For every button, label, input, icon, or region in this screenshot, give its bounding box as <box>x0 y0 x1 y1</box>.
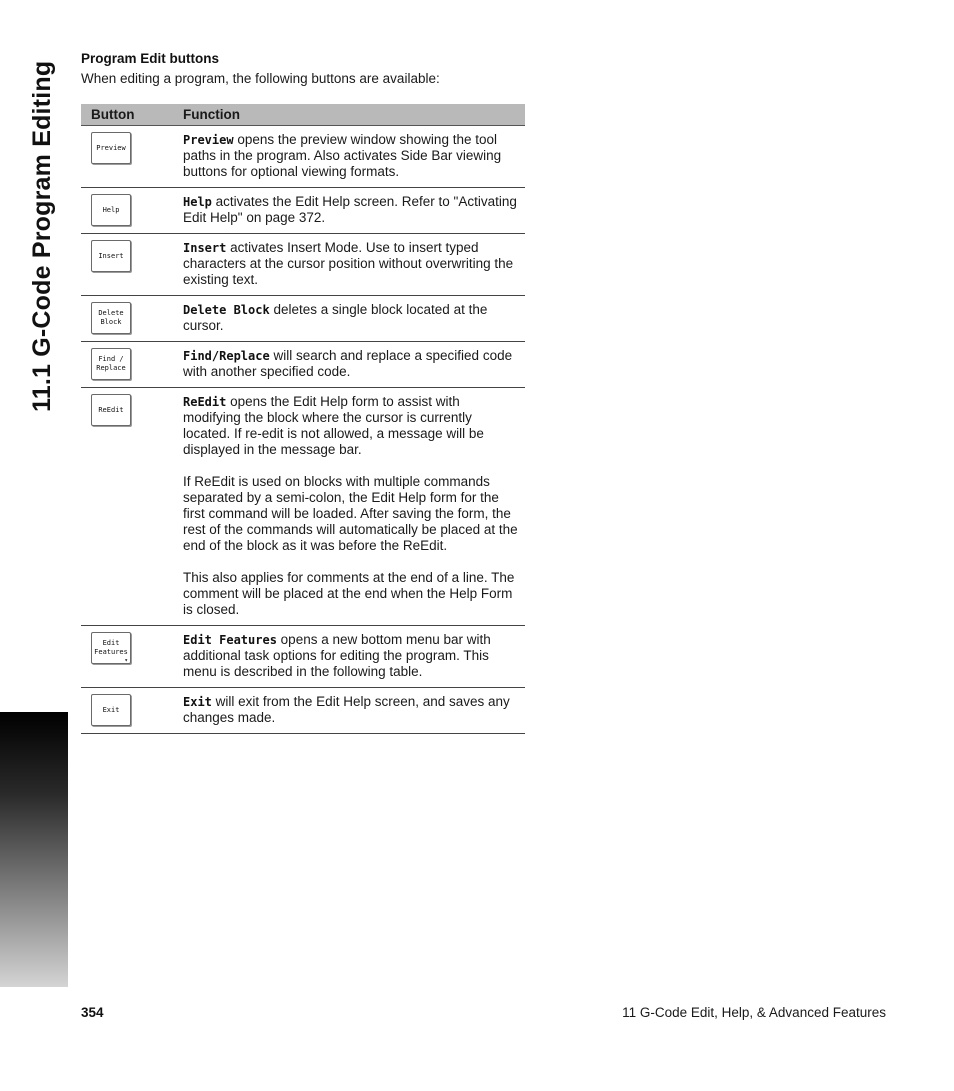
table-row <box>81 688 525 734</box>
page-number: 354 <box>81 1005 104 1020</box>
preview-softkey[interactable]: Preview <box>91 132 131 164</box>
function-description <box>183 302 521 334</box>
section-heading: Program Edit buttons <box>81 51 219 66</box>
reedit-comment-note: This also applies for comments at the end of a line. The comment will be placed at the end when the Help Form is closed. <box>183 570 515 617</box>
function-description <box>183 394 521 458</box>
reedit-multi-command-note: If ReEdit is used on blocks with multiple commands separated by a semi-colon, the Edit Help form for the first command will be loaded. After saving the form, the rest of the commands will automatically be placed at the end of the block as it was before the ReEdit. <box>183 474 518 553</box>
button-keyword: Help <box>183 195 212 209</box>
button-keyword: Find/Replace <box>183 349 270 363</box>
reedit-softkey[interactable]: ReEdit <box>91 394 131 426</box>
intro-text: When editing a program, the following buttons are available: <box>81 71 440 86</box>
edit-features-softkey[interactable] <box>91 632 131 664</box>
chapter-side-title <box>22 52 62 412</box>
chapter-gradient-bar <box>0 712 68 987</box>
button-keyword: ReEdit <box>183 395 227 409</box>
button-keyword: Preview <box>183 133 234 147</box>
insert-softkey[interactable]: Insert <box>91 240 131 272</box>
table-row <box>81 188 525 234</box>
function-description <box>183 194 521 226</box>
column-header-button: Button <box>81 104 183 126</box>
edit-buttons-table <box>81 104 525 734</box>
delete-block-softkey[interactable]: Delete Block <box>91 302 131 334</box>
exit-softkey[interactable]: Exit <box>91 694 131 726</box>
function-description <box>183 240 521 288</box>
help-softkey[interactable]: Help <box>91 194 131 226</box>
function-description <box>183 132 521 180</box>
submenu-arrow-icon: ▾ <box>124 657 128 664</box>
description-text: opens the preview window showing the tool paths in the program. Also activates Side Bar viewing buttons for optional viewing formats. <box>183 132 502 179</box>
table-row <box>81 626 525 688</box>
description-text: will exit from the Edit Help screen, and saves any changes made. <box>183 694 510 725</box>
chapter-side-title-text: 11.1 G-Code Program Editing <box>28 60 56 412</box>
table-row <box>81 234 525 296</box>
description-text: activates Insert Mode. Use to insert typed characters at the cursor position without overwriting the existing text. <box>183 240 514 287</box>
table-header-row <box>81 104 525 126</box>
button-keyword: Edit Features <box>183 633 277 647</box>
button-keyword: Insert <box>183 241 227 255</box>
function-description <box>183 694 521 726</box>
edit-features-softkey-label: Edit Features <box>94 639 128 656</box>
function-description <box>183 348 521 380</box>
column-header-function: Function <box>183 104 525 126</box>
description-text: opens a new bottom menu bar with additional task options for editing the program. This menu is described in the following table. <box>183 632 491 679</box>
button-keyword: Delete Block <box>183 303 270 317</box>
find-replace-softkey[interactable]: Find / Replace <box>91 348 131 380</box>
table-row <box>81 296 525 342</box>
button-keyword: Exit <box>183 695 212 709</box>
footer-chapter-title: 11 G-Code Edit, Help, & Advanced Features <box>622 1005 886 1020</box>
function-description <box>183 632 521 680</box>
table-row <box>81 342 525 388</box>
description-text: will search and replace a specified code with another specified code. <box>183 348 513 379</box>
table-row <box>81 388 525 626</box>
description-text: activates the Edit Help screen. Refer to "Activating Edit Help" on page 372. <box>183 194 517 225</box>
description-text: deletes a single block located at the cursor. <box>183 302 488 333</box>
description-text: opens the Edit Help form to assist with modifying the block where the cursor is currently located. If re-edit is not allowed, a message will be displayed in the message bar. <box>183 394 484 457</box>
table-row <box>81 126 525 188</box>
